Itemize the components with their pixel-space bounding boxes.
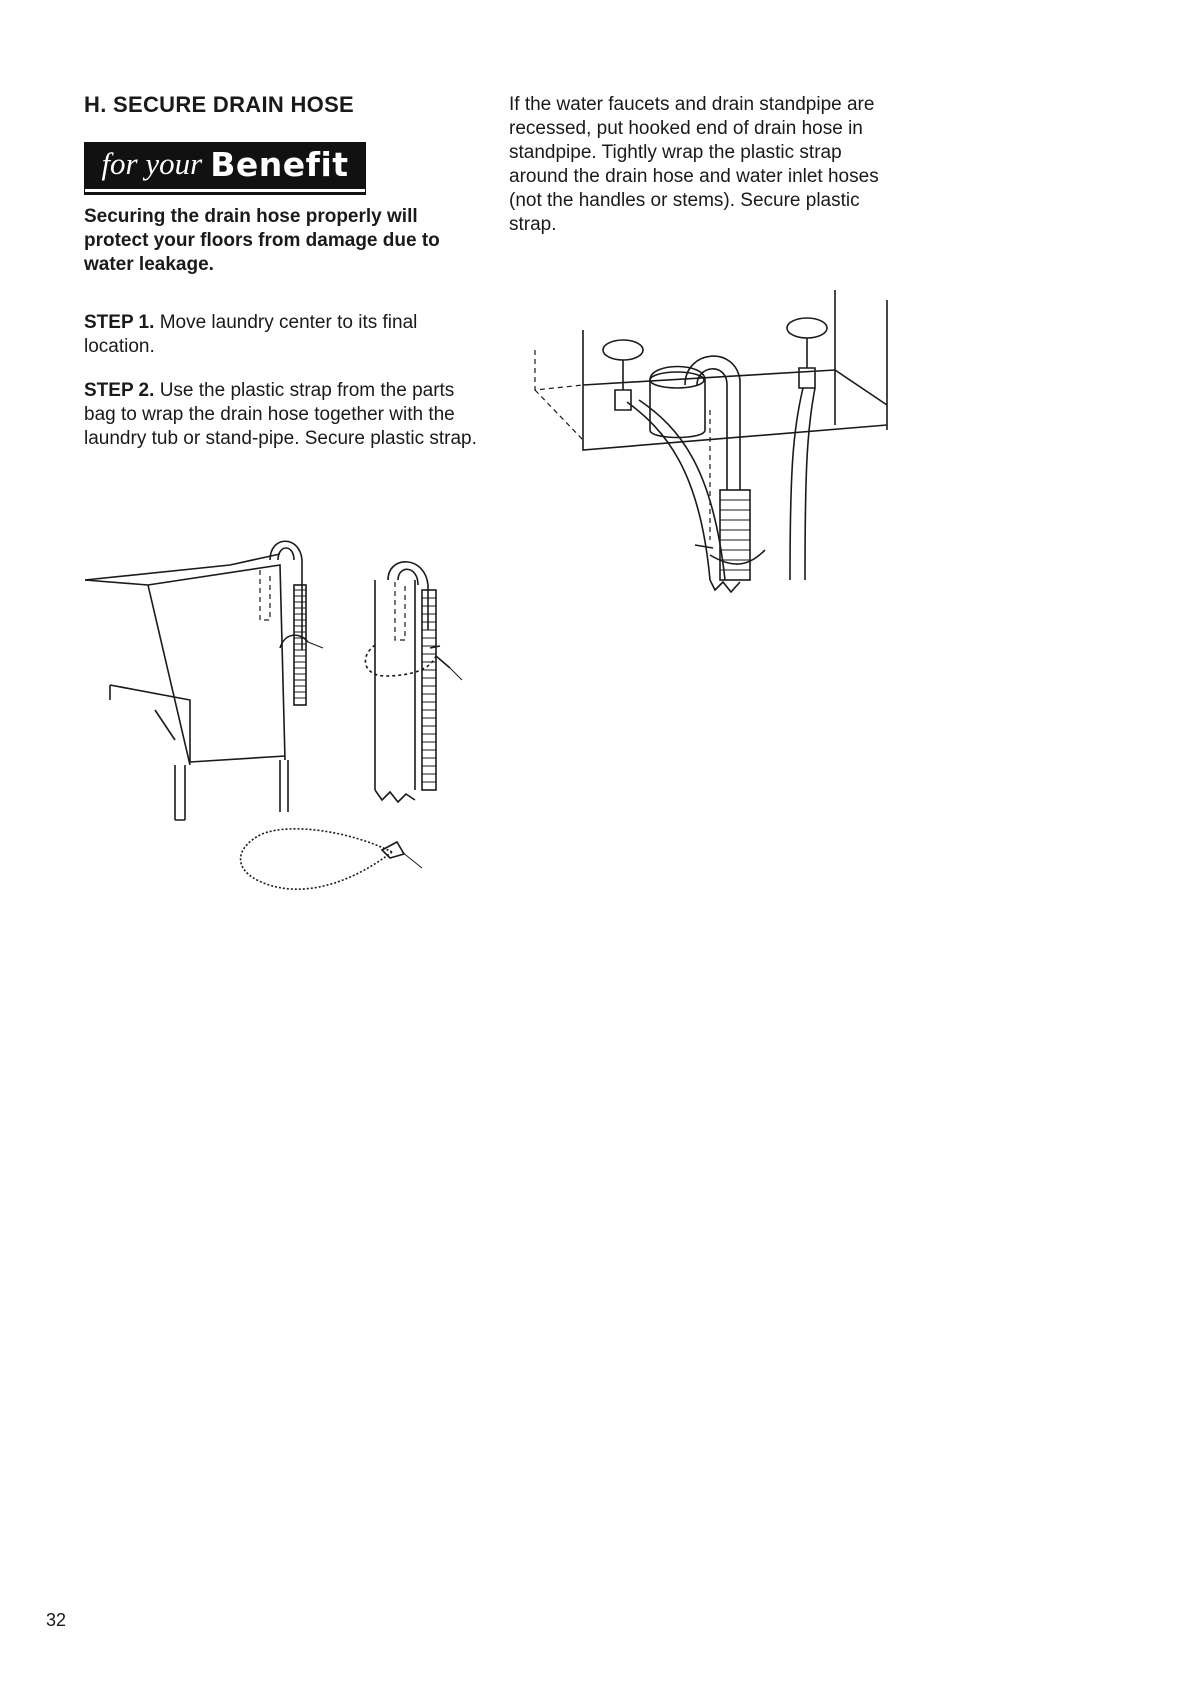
step-2-label: STEP 2. — [84, 380, 155, 401]
banner-script-text: for your — [101, 146, 203, 181]
laundry-tub-illustration — [80, 530, 320, 830]
page-number: 32 — [46, 1610, 67, 1630]
step-2 — [84, 379, 484, 451]
recessed-standpipe-illustration — [535, 290, 875, 620]
standpipe-illustration — [370, 550, 490, 820]
banner-bold-text: Benefit — [210, 144, 349, 184]
step-1-text: Move laundry center to its final location. — [84, 312, 418, 357]
step-2-text: Use the plastic strap from the parts bag to wrap the drain hose together with the laundry tub or stand-pipe. Secure plastic strap. — [84, 380, 477, 449]
for-your-benefit-banner — [84, 142, 366, 189]
section-heading: H. SECURE DRAIN HOSE — [84, 92, 355, 117]
plastic-strap-illustration — [232, 812, 432, 902]
step-1 — [84, 311, 484, 359]
step-1-label: STEP 1. — [84, 312, 155, 333]
intro-warning-text: Securing the drain hose properly will protect your floors from damage due to water leakage. — [84, 206, 440, 275]
recessed-instructions-text: If the water faucets and drain standpipe are recessed, put hooked end of drain hose in standpipe. Tightly wrap the plastic strap around the drain hose and water inlet hoses (not the handles or stems). Secure plastic strap. — [509, 94, 879, 235]
